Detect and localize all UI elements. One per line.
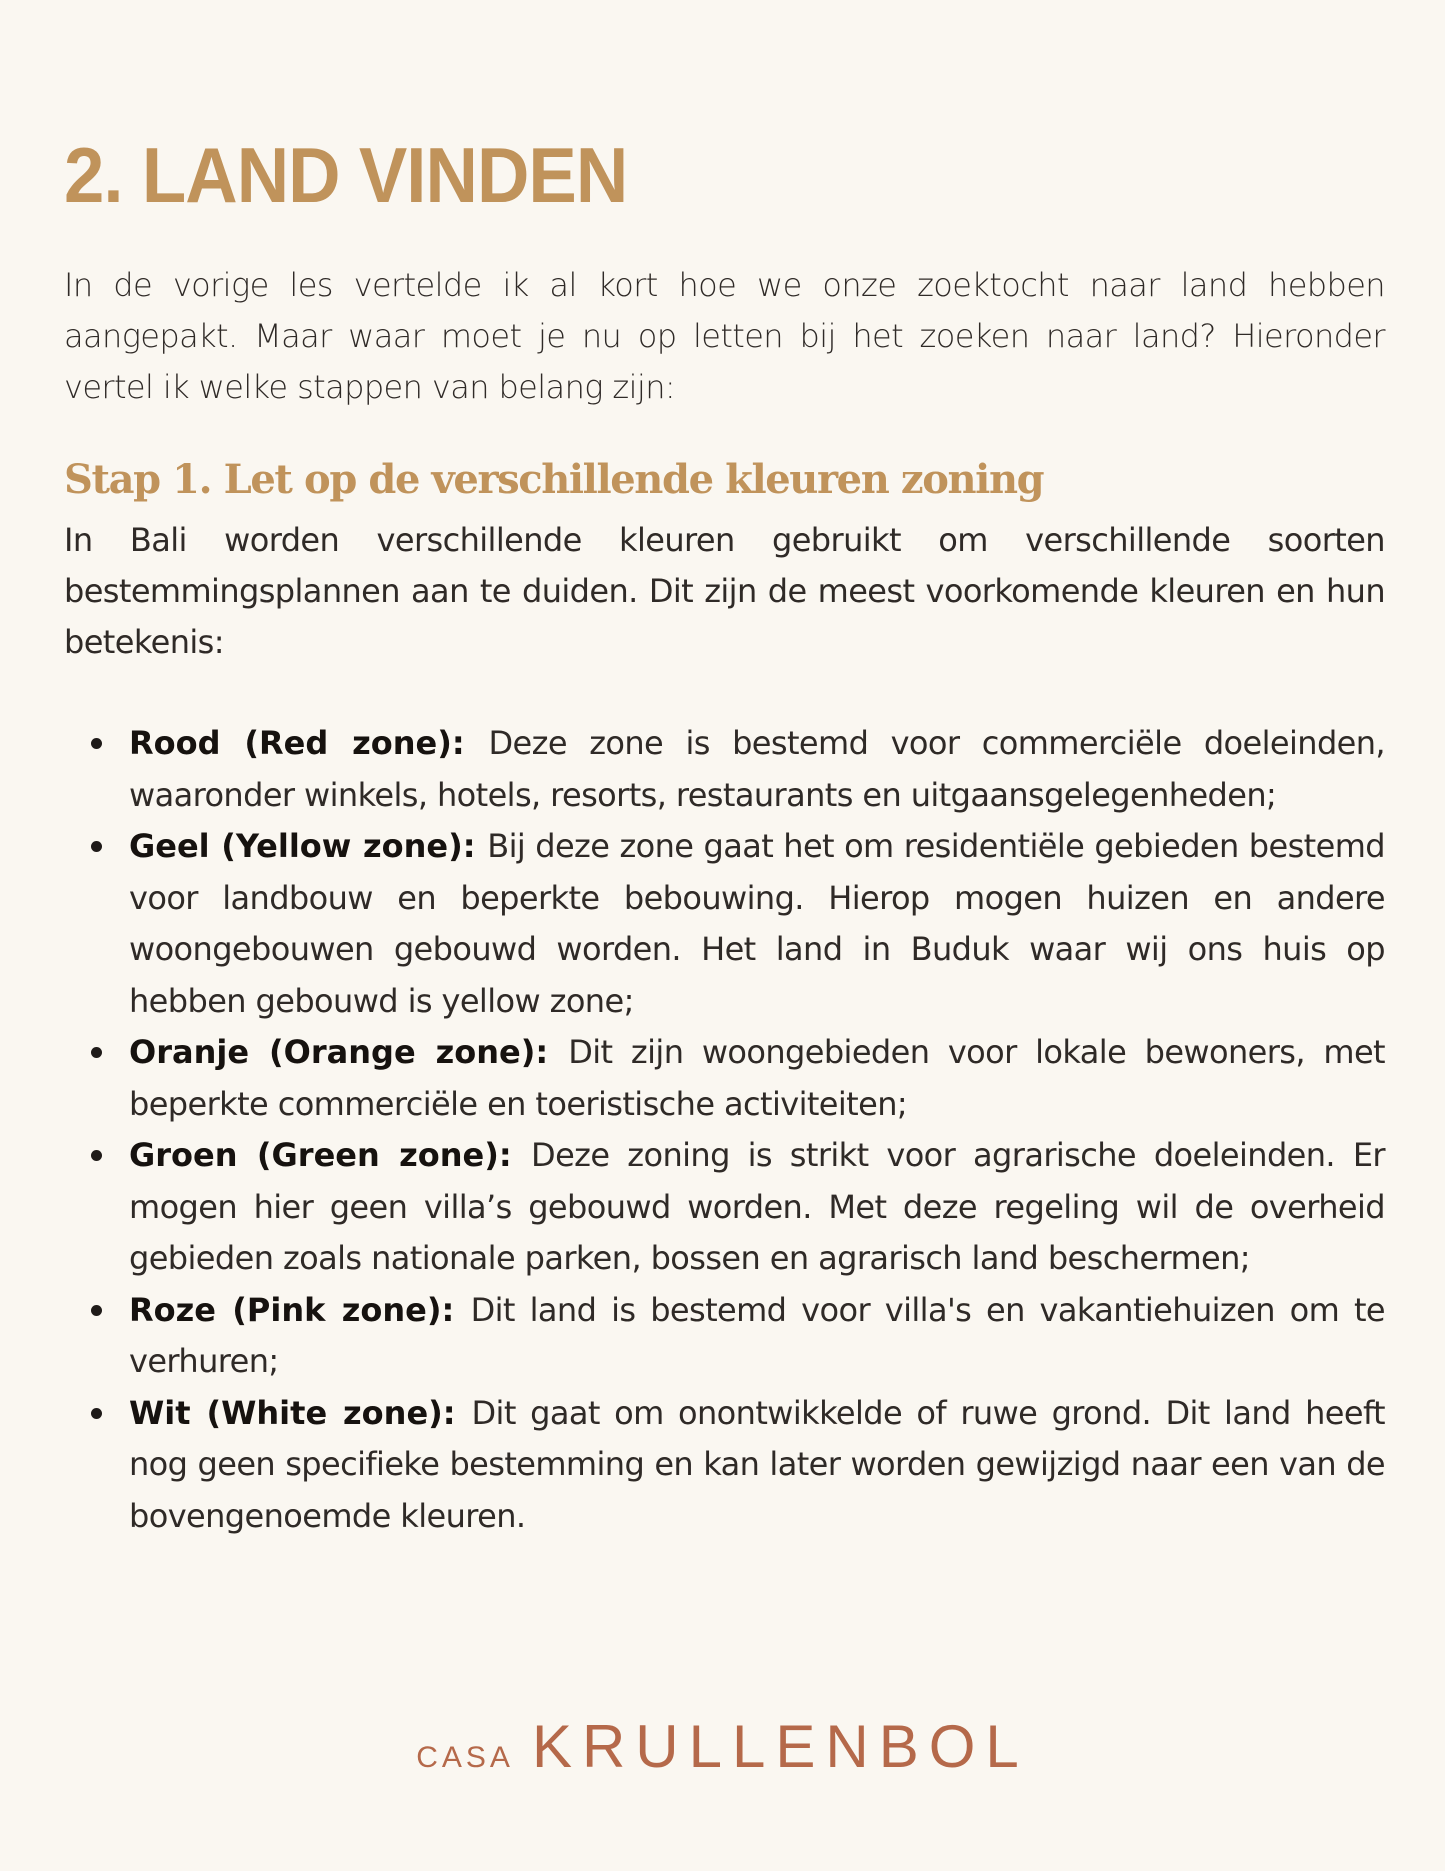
step-1-paragraph: In Bali worden verschillende kleuren gebruikt om verschillende soorten bestemmingsplannen aan te duiden. Dit zijn de meest voorkomende kleuren en hun betekenis: [64,521,1385,661]
zone-description: Deze zoning is strikt voor agrarische doeleinden. Er mogen hier geen villa’s gebouwd worden. Met deze regeling wil de overheid gebieden zoals nationale parken, bossen en agrarisch land beschermen; [129,1136,1385,1277]
zone-item-pink [64,1285,1385,1388]
zone-name: Oranje (Orange zone): [129,1033,569,1071]
zone-name: Groen (Green zone): [129,1136,532,1174]
bullet-icon [91,1408,102,1419]
bullet-icon [91,1305,102,1316]
logo-prefix: CASA [416,1741,514,1774]
bullet-icon [91,738,102,749]
bullet-icon [91,1150,102,1161]
zone-item-yellow [64,821,1385,1027]
zone-item-orange [64,1027,1385,1130]
zone-item-white [64,1388,1385,1543]
zone-name: Rood (Red zone): [129,724,489,762]
brand-logo [0,1712,1445,1781]
bullet-icon [91,1047,102,1058]
zone-name: Roze (Pink zone): [129,1290,471,1329]
bullet-icon [91,841,102,852]
step-1-heading: Stap 1. Let op de verschillende kleuren zoning [64,456,1044,503]
page-title: 2. LAND VINDEN [64,131,628,219]
zone-description: Bij deze zone gaat het om residentiële gebieden bestemd voor landbouw en beperkte bebouwing. Hierop mogen huizen en andere woongebouwen gebouwd worden. Het land in Buduk waar wij ons huis op hebben gebouwd is yellow zone; [129,827,1385,1020]
intro-paragraph: In de vorige les vertelde ik al kort hoe we onze zoektocht naar land hebben aangepakt. Maar waar moet je nu op letten bij het zoeken naar land? Hieronder vertel ik welke stappen van belang zijn: [64,266,1385,406]
logo-wordmark: KRULLENBOL [531,1713,1029,1780]
zone-description: Deze zone is bestemd voor commerciële doeleinden, waaronder winkels, hotels, resorts, restaurants en uitgaansgelegenheden; [129,724,1386,814]
zone-description: Dit zijn woongebieden voor lokale bewoners, met beperkte commerciële en toeristische activiteiten; [129,1033,1385,1123]
zone-item-green [64,1130,1385,1285]
zone-name: Wit (White zone): [129,1393,472,1432]
zone-description: Dit gaat om onontwikkelde of ruwe grond. Dit land heeft nog geen specifieke bestemming en kan later worden gewijzigd naar een van de bovengenoemde kleuren. [129,1393,1385,1535]
zone-list [64,718,1385,1542]
zone-name: Geel (Yellow zone): [129,827,488,865]
zone-description: Dit land is bestemd voor villa's en vakantiehuizen om te verhuren; [129,1290,1386,1380]
zone-item-red [64,718,1385,821]
